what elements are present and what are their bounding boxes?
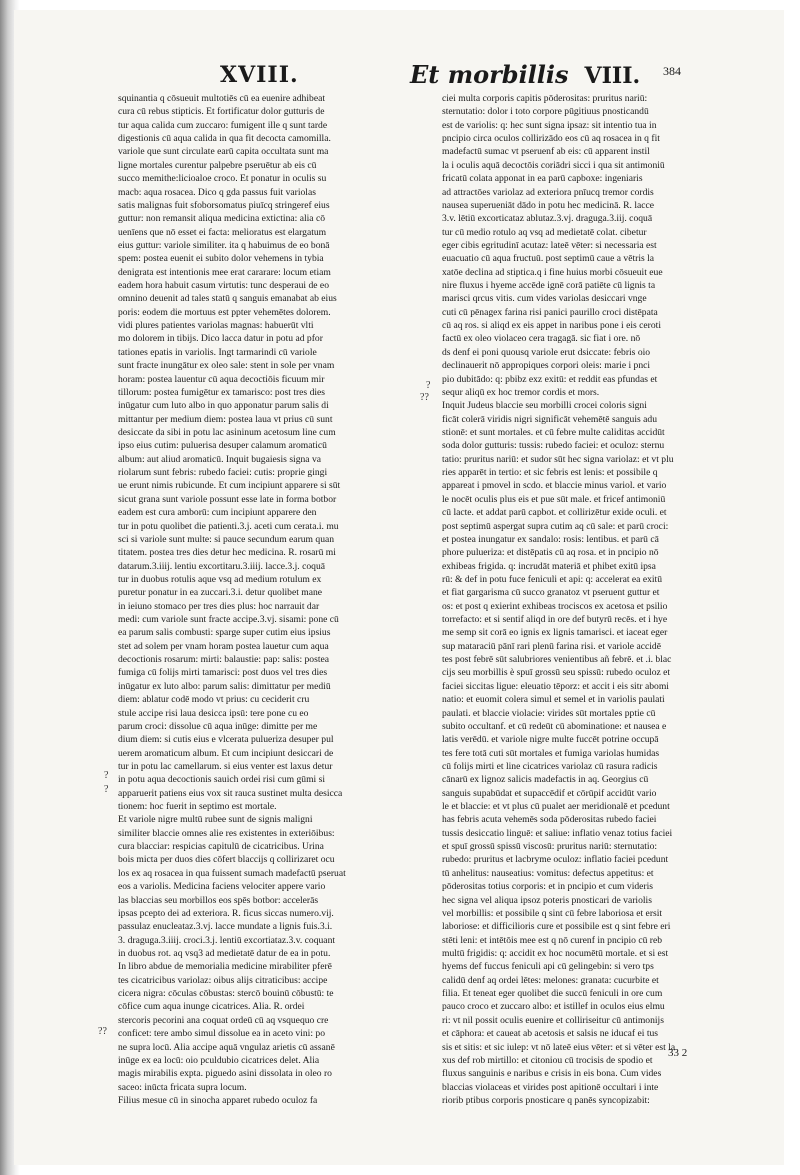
text-line: eius guttur: variole similiter. ita q habuimus de eo bonā: [118, 239, 330, 251]
text-line: ri: vt nil possit oculis euenire et colliriseitur cū antimonijs: [442, 1014, 664, 1026]
text-line: ries apparēt in tertio: et sic febris est lenis: et possibile q: [442, 467, 658, 479]
text-line: riolarum sunt febris: rubedo faciei: cutis: proprie gingi: [118, 467, 328, 479]
text-line: phore pulueriza: et distēpatis cū aq rosa. et in pncipio nō: [442, 547, 659, 559]
text-line: horam: postea lauentur cū aqua decoctiōis ficuum mir: [118, 373, 325, 385]
text-line: album: aut aliud aromaticū. Inquit bugaiesis signa va: [118, 453, 322, 465]
text-line: tur in potu lac camellarum. si eius venter est laxus detur: [118, 760, 333, 772]
text-line: in potu aqua decoctionis sauich ordei risi cum gūmi si: [118, 774, 326, 786]
text-line: exhibeas frigida. q: incrudāt materiā et phibet exitū ipsa: [442, 560, 656, 572]
margin-note-left-1: ?: [104, 770, 109, 781]
text-line: cura cū rebus stipticis. Et fortificatur dolor gutturis de: [118, 106, 325, 118]
text-line: faciei siccitas ligue: eleuatio tēporz: et accit i eis sitr abomi: [442, 680, 669, 692]
text-line: 3.v. lētiū excorticataz ablutaz.3.vj. draguga.3.iij. coquā: [442, 213, 653, 225]
text-line: tillorum: postea fumigētur ex tamarisco: post tres dies: [118, 386, 326, 398]
text-line: os: et post q exierint exhibeas trociscos ex acetosa et psilio: [442, 600, 668, 612]
text-line: las blaccias seu morbillos eos spēs botbor: accelerās: [118, 894, 319, 906]
text-line: succo memithe:licioaloe croco. Et ponatur in oculis su: [118, 173, 327, 185]
text-line: calidū denf aq ordei lētes: melones: granata: cucurbite et: [442, 974, 659, 986]
text-line: laboriose: et difficilioris cure et possibile est q sint febre eri: [442, 921, 671, 933]
text-line: cū aq ros. si aliqd ex eis appet in naribus pone i eis ceroti: [442, 320, 661, 332]
text-line: sanguis supabūdat et supaccēdif et cōrūpif accidūt vario: [442, 787, 657, 799]
text-line: inūgatur ex luto albo: parum salis: dimittatur per mediū: [118, 680, 331, 692]
text-line: decoctionis rosarum: mirti: balaustie: pap: salis: postea: [118, 654, 330, 666]
text-line: in ieiuno stomaco per tres dies plus: hoc narrauit dar: [118, 600, 320, 612]
text-line: satis malignas fuit sfoborsomatus piuīcq stringeref eius: [118, 199, 330, 211]
text-line: squinantia q cōsueuit multotiēs cū ea euenire adhibeat: [118, 93, 325, 104]
text-line: pncipio circa oculos collirizādo eos cū aq rosacea in q fit: [442, 133, 660, 145]
text-line: post septimū aspergat supra cutim aq cū sale: et parū croci:: [442, 520, 669, 532]
text-line: et cāphora: et caueat ab acetosis et salsis ne iducaf ei tus: [442, 1028, 659, 1040]
text-line: sis et sitis: et sic iulep: vt nō lateē eius vēter: et si vēter est la: [442, 1041, 676, 1053]
text-line: et fiat gargarisma cū succo granatoz vt pseruent guttur et: [442, 587, 660, 599]
text-line: diem: ablatur codē modo vt prius: cu ceciderit cru: [118, 694, 310, 706]
text-line: inūge ex ea locū: oio pculdubio cicatrices delet. Alia: [118, 1054, 320, 1066]
text-line: eos a variolis. Medicina faciens velociter appere vario: [118, 881, 326, 893]
text-line: Inquit Judeus blaccie seu morbilli crocei coloris signi: [442, 400, 647, 412]
text-line: cū folijs mirti et line cicatrices variolaz cū rasura radicis: [442, 760, 658, 772]
text-line: riorib ptibus corporis pnosticare q panēs syncopizabit:: [442, 1094, 650, 1106]
text-line: ue erunt nimis rubicunde. Et cum incipiunt apparere si sūt: [118, 480, 341, 492]
text-line: xatōe declina ad stiptica.q i fine huius morbi cōsueuit eue: [442, 266, 663, 278]
text-line: ds denf ei poni quousq variole erut dsiccate: febris oio: [442, 346, 651, 358]
text-line: et postea inungatur ex sandalo: rosis: lentibus. et parū cā: [442, 533, 659, 545]
margin-note-left-3: ??: [98, 1026, 107, 1037]
text-line: ea parum salis combusti: sparge super cutim eius ipsius: [118, 627, 331, 639]
text-line: saceo: inūcta fricata supra locum.: [118, 1081, 247, 1093]
text-line: eadem hora habuit casum virtutis: tunc desperaui de eo: [118, 280, 329, 292]
text-line: macb: aqua rosacea. Dico q gda passus fuit variolas: [118, 186, 316, 198]
text-line: soda dolor gutturis: tussis: rubedo faciei: et oculoz: sternu: [442, 440, 665, 452]
text-line: pōderositas totius corporis: et in pncipio et cum videris: [442, 881, 654, 893]
text-line: factū ex oleo violaceo cera tragagā. sic fiat i ore. nō: [442, 333, 641, 345]
text-line: fumiga cū folijs mirti tamarisci: post duos vel tres dies: [118, 667, 328, 679]
text-line: sunt fracte inungātur ex oleo sale: stent in sole per vnam: [118, 360, 335, 372]
text-line: uenīens que nō esset ei facta: melioratus est elargatum: [118, 226, 327, 238]
text-line: sci si variole sunt multe: si pauce secundum earum quan: [118, 533, 335, 545]
text-line: le nocēt oculis plus eis et pue sūt male. et fricef antimoniū: [442, 493, 666, 505]
margin-note-right-2: ??: [420, 392, 429, 403]
text-line: nire fluxus i hyeme accēde ignē corā patiēte cū lignis ta: [442, 280, 656, 292]
text-line: torrefacto: et si sentif aliqd in ore def butyrū recēs. et i hye: [442, 614, 668, 626]
left-text-column: [118, 92, 408, 1107]
text-line: tationes epatis in variolis. Ingt tarmarindi cū variole: [118, 346, 317, 358]
text-line: ipsas pcepto dei ad exteriora. R. ficus siccas numero.vij.: [118, 907, 334, 919]
text-line: sequr aliqū ex hoc tremor cordis et mors.: [442, 386, 600, 398]
text-line: eadem est cura amborū: cum incipiunt apparere den: [118, 507, 317, 519]
margin-note-left-2: ?: [104, 784, 109, 795]
text-line: tatio: pruritus nariū: et sudor sūt hec signa variolaz: et vt plu: [442, 453, 674, 465]
text-line: tes post febrē sūt salubriores venientibus añ febrē. et .i. blac: [442, 654, 672, 666]
text-line: tes fere totā cuti sūt mortales et fumiga variolas humidas: [442, 747, 660, 759]
text-line: natio: et euomit colera simul et semel et in variolis paulati: [442, 694, 665, 706]
text-line: vel morbillis: et possibile q sint cū febre laboriosa et ersit: [442, 907, 663, 919]
text-line: ciei multa corporis capitis pōderositas: pruritus nariū:: [442, 93, 648, 104]
text-line: desiccate da sibi in potu lac asininum acetosum line cum: [118, 426, 336, 438]
running-title-text: Et morbillis: [410, 60, 569, 89]
text-line: sternutatio: dolor i toto corpore pūgitiuus pnosticandū: [442, 106, 649, 118]
running-title: [410, 60, 640, 89]
text-line: similiter blaccie omnes alie res existentes in exteriōibus:: [118, 827, 335, 839]
text-line: cicera nigra: cōculas cōbustas: stercō bouinū cōbustū: te: [118, 988, 334, 1000]
text-line: madefactū sumac vt pseruenf ab eis: cū apparent instil: [442, 146, 650, 158]
text-line: est de variolis: q: hec sunt signa ipsaz: sit intentio tua in: [442, 119, 657, 131]
text-line: euacuatio cū aqua fructuū. post septimū caue a vētris la: [442, 253, 655, 265]
text-line: stercoris pecorini ana coquat ordeū cū aq vsquequo cre: [118, 1014, 329, 1026]
text-line: variole que sunt circulate earū capita occultata sunt ma: [118, 146, 329, 158]
chapter-number: XVIII.: [220, 62, 299, 88]
text-line: xus def rob mirtillo: et citoniou cū trocisis de spodio et: [442, 1054, 653, 1066]
text-line: denigrata est intentionis mee erat cararare: locum etiam: [118, 266, 331, 278]
text-line: vidi plures patientes variolas magnas: habuerūt vlti: [118, 320, 314, 332]
text-line: stionē: et sunt mortales. et cū febre multe caliditas accidūt: [442, 426, 665, 438]
text-line: latis verēdū. et variole nigre multe fuccēt potrine occupā: [442, 734, 659, 746]
text-line: mo dolorem in tibijs. Dico lacca datur in potu ad pfor: [118, 333, 323, 345]
text-line: tur in duobus rotulis aque vsq ad medium rotulum ex: [118, 573, 322, 585]
text-line: puretur ponatur in ea zuccari.3.i. detur quolibet mane: [118, 587, 323, 599]
text-line: spem: postea euenit ei subito dolor vehemens in tybia: [118, 253, 324, 265]
text-line: apparuerit patiens eius vox sit rauca sustinet multa desicca: [118, 787, 343, 799]
running-title-number: VIII.: [584, 63, 641, 89]
text-line: la i oculis aquā decoctōis coriādri sicci i qua sit antimoniū: [442, 159, 665, 171]
text-line: tur aqua calida cum zuccaro: fumigent ille q sunt tarde: [118, 119, 328, 131]
text-line: ipso eius cutim: puluerisa desuper calamum aromaticū: [118, 440, 327, 452]
text-line: In libro abdue de memorialia medicine mirabiliter pferē: [118, 961, 332, 973]
text-line: cura blacciar: respicias capitulū de cicatricibus. Urina: [118, 841, 324, 853]
text-line: stule accipe risi laua desicca ipsū: tere pone cu eo: [118, 707, 309, 719]
text-line: los ex aq rosacea in qua fuissent sumach madefactū pseruat: [118, 867, 346, 879]
text-line: guttur: non remansit aliqua medicina extictina: alia cō: [118, 213, 325, 225]
text-line: cānarū ex lignoz salicis madefactis in aq. Georgius cū: [442, 774, 649, 786]
text-line: eger cibis egritudinī acutaz: lateē vēter: si necessaria est: [442, 239, 657, 251]
text-line: paulati. et blaccie violacie: virides sūt mortales pptie cū: [442, 707, 656, 719]
text-line: poris: eodem die mortuus est ppter vehemētes dolorem.: [118, 306, 331, 318]
text-line: ne supra locū. Alia accipe aquā vngulaz arietis cū assanē: [118, 1041, 335, 1053]
text-line: fricatū colata apponat in ea parū capboxe: ingeniaris: [442, 173, 643, 185]
text-line: passulaz enucleataz.3.vj. lacce mundate a lignis fuis.3.i.: [118, 921, 333, 933]
text-line: stet ad solem per vnam horam postea lauetur cum aqua: [118, 640, 329, 652]
text-line: et spuī grossū spissū viscosū: pruritus nariū: sternutatio:: [442, 841, 658, 853]
text-line: me semp sit corā eo ignis ex lignis tamarisci. et iaceat eger: [442, 627, 668, 639]
text-line: cōfice cum aqua inunge cicatrices. Alia. R. ordei: [118, 1001, 305, 1013]
text-line: conficet: tere ambo simul dissolue ea in aceto vini: po: [118, 1028, 326, 1040]
text-line: pauco croco et zuccaro albo: et istillef in oculos eius elmu: [442, 1001, 665, 1013]
text-line: tur in potu quolibet die patienti.3.j. aceti cum cerata.i. mu: [118, 520, 339, 532]
text-line: magis mirabilis expta. piguedo asini dissolata in oleo ro: [118, 1068, 332, 1080]
text-line: bois micta per duos dies cōfert blaccijs q collirizaret ocu: [118, 854, 335, 866]
text-line: dium diem: si cutis eius e vlcerata pulueriza desuper pul: [118, 734, 334, 746]
text-line: tes cicatricibus variolaz: oibus alijs citraticibus: accipe: [118, 974, 328, 986]
text-line: Et variole nigre multū rubee sunt de signis maligni: [118, 814, 313, 826]
text-line: marisci qrcus vitis. cum vides variolas desiccari vnge: [442, 293, 647, 305]
text-line: stēti leni: et intētōis mee est q nō curenf in pncipio cū reb: [442, 934, 663, 946]
text-line: cijs seu morbillis è spuī grossū seu spissū: rubedo oculoz et: [442, 667, 671, 679]
text-line: ficāt colerā viridis nigri significāt vehemētē sanguis adu: [442, 413, 657, 425]
text-line: pio dubitādo: q: pbibz exz exitū: et reddit eas pfundas et: [442, 373, 658, 385]
folio-number: 384: [663, 64, 681, 78]
text-line: subito occultanf. et cū redeūt cū abominatione: et nausea e: [442, 720, 667, 732]
text-line: filia. Et teneat eger quolibet die succū feniculi in ore cum: [442, 988, 663, 1000]
text-line: medi: cum variole sunt fracte accipe.3.vj. sisami: pone cū: [118, 614, 339, 626]
text-line: ad attractōes variolaz ad exteriora pnīucq tremor cordis: [442, 186, 654, 198]
text-line: multū frigidis: q: accidit ex hoc nocumētū mortale. et si est: [442, 948, 669, 959]
text-line: Filius mesue cū in sinocha apparet rubedo oculoz fa: [118, 1094, 318, 1106]
text-line: in duobus rot. aq vsq3 ad medietatē datur de ea in potu.: [118, 948, 331, 959]
text-line: 3. draguga.3.iiij. croci.3.j. lentiū excortiataz.3.v. coquant: [118, 934, 336, 946]
text-line: sup mataraciū pānī rari plenū farina risi. et variole accidē: [442, 640, 661, 652]
text-line: omnino deuenit ad tales statū q sanguis emanabat ab eius: [118, 293, 337, 305]
text-line: tussis desiccatio linguē: et saliue: inflatio venaz totius faciei: [442, 827, 673, 839]
text-line: cū lacte. et addat parū capbot. et collirizētur exide oculi. et: [442, 507, 667, 519]
text-line: datarum.3.iiij. lentiu excortitaru.3.iiij. lacce.3.j. coquā: [118, 560, 325, 572]
text-line: has febris acuta vehemēs soda pōderositas rubedo faciei: [442, 814, 657, 826]
text-line: mittantur per medium diem: postea laua vt prius cū sunt: [118, 413, 333, 425]
text-line: uerem aromaticum album. Et cum incipiunt desiccari de: [118, 747, 334, 759]
text-line: hyems def fuccus feniculi api cū gelingebin: si vero tps: [442, 961, 654, 973]
text-line: parum croci: dissolue cū aqua inūge: dimitte per me: [118, 720, 318, 732]
text-line: declinauerit nō appropiques corpori oleis: marie i pnci: [442, 360, 651, 372]
text-line: rubedo: pruritus et lacbryme oculoz: inflatio faciei pcedunt: [442, 854, 669, 866]
text-line: blaccias violaceas et virides post apitionē occultari i inte: [442, 1081, 659, 1093]
text-line: tionem: hoc fuerit in septimo est mortale.: [118, 801, 277, 813]
text-line: fluxus sanguinis e naribus e crisis in eis bona. Cum vides: [442, 1068, 662, 1080]
text-line: nausea superueniāt dādo in potu hec medicinā. R. lacce: [442, 199, 655, 211]
text-line: appareat i pmovel in scdo. et blaccie minus variol. et vario: [442, 480, 667, 492]
text-line: ligne mortales curentur palpebre pseruētur ab eis cū: [118, 159, 317, 171]
right-text-column: [442, 92, 732, 1107]
text-line: sicut grana sunt variole possunt esse late in forma botbor: [118, 493, 337, 505]
margin-note-right-1: ?: [426, 380, 431, 391]
signature-mark: 33 2: [668, 1047, 688, 1059]
text-line: inūgatur cum luto albo in quo apponatur parum salis di: [118, 400, 329, 412]
text-line: digestionis cū aqua calida in qua fit decocta camomilla.: [118, 133, 331, 145]
text-line: rū: & def in potu fuce feniculi et api: q: accelerat ea exitū: [442, 573, 663, 585]
text-line: tur cū medio rotulo aq vsq ad medietatē colat. cibetur: [442, 226, 647, 238]
text-line: titatem. postea tres dies detur hec medicina. R. rosarū mi: [118, 547, 336, 559]
text-line: cuti cū pēnagex farina risi panici paurillo croci distēpata: [442, 306, 658, 318]
text-line: le et blaccie: et vt plus cū pualet aer meridionalē et pcedunt: [442, 801, 670, 813]
text-line: hec signa vel aliqua ipsoz poteris pnosticari de variolis: [442, 894, 652, 906]
text-line: tū anhelitus: nauseatius: vomitus: defectus appetitus: et: [442, 867, 654, 879]
